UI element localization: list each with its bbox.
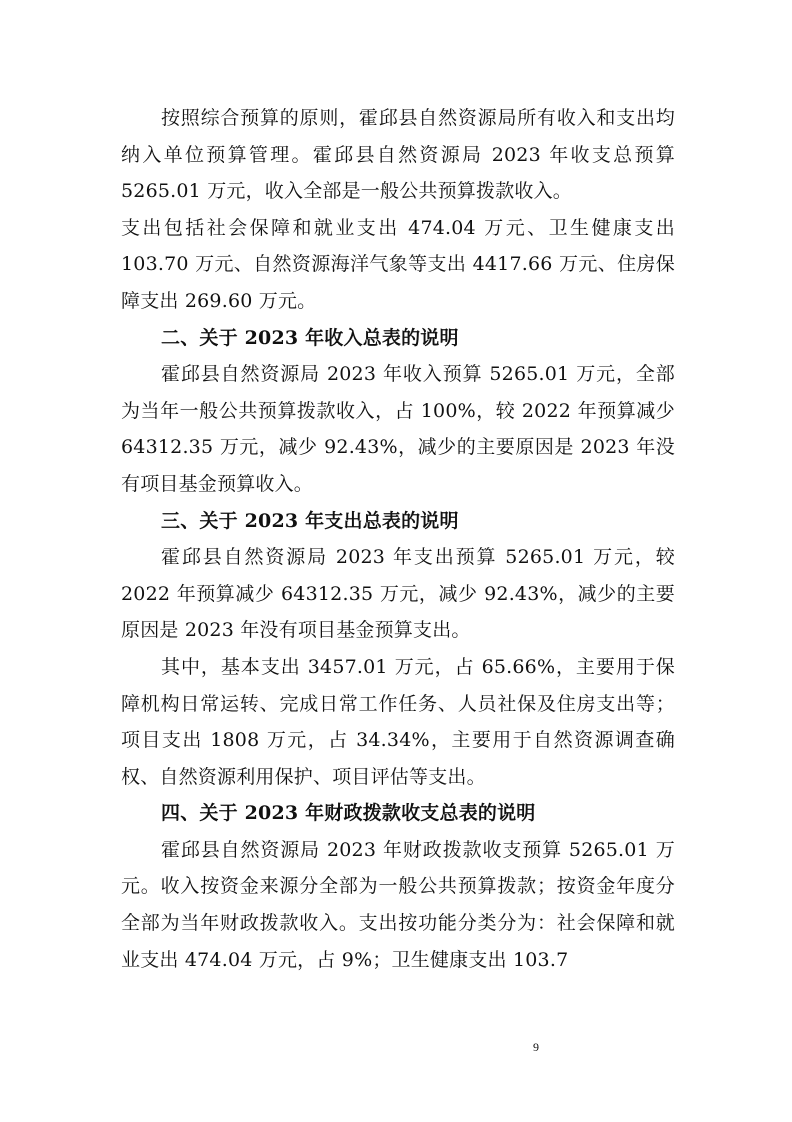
paragraph-basic-project-expenditure: 其中，基本支出 3457.01 万元，占 65.66%，主要用于保障机构日常运转、完成日常工作任务、人员社保及住房支出等；项目支出 1808 万元，占 34.34%，主要用于自然资源调查确权、自然资源利用保护、项目评估等支出。 <box>121 655 675 788</box>
section-heading-expenditure-table: 三、关于 2023 年支出总表的说明 <box>161 509 459 532</box>
paragraph-expenditure-breakdown: 支出包括社会保障和就业支出 474.04 万元、卫生健康支出 103.70 万元、自然资源海洋气象等支出 4417.66 万元、住房保障支出 269.60 万元。 <box>121 216 675 312</box>
paragraph-fiscal-appropriation: 霍邱县自然资源局 2023 年财政拨款收支预算 5265.01 万元。收入按资金来源分全部为一般公共预算拨款；按资金年度分全部为当年财政拨款收入。支出按功能分类分为：社会保障和就业支出 474.04 万元，占 9%；卫生健康支出 103.7 <box>121 838 675 971</box>
paragraph-income-budget: 霍邱县自然资源局 2023 年收入预算 5265.01 万元，全部为当年一般公共预算拨款收入，占 100%，较 2022 年预算减少 64312.35 万元，减少 92.43%，减少的主要原因是 2023 年没有项目基金预算收入。 <box>121 363 675 495</box>
page-number: 9 <box>533 1040 539 1054</box>
paragraph-expenditure-budget: 霍邱县自然资源局 2023 年支出预算 5265.01 万元，较 2022 年预算减少 64312.35 万元，减少 92.43%，减少的主要原因是 2023 年没有项目基金预算支出。 <box>121 546 675 642</box>
document-body <box>121 100 675 978</box>
section-heading-fiscal-appropriation: 四、关于 2023 年财政拨款收支总表的说明 <box>161 802 536 825</box>
paragraph-budget-principle: 按照综合预算的原则，霍邱县自然资源局所有收入和支出均纳入单位预算管理。霍邱县自然资源局 2023 年收支总预算 5265.01 万元，收入全部是一般公共预算拨款收入。 <box>121 107 675 203</box>
section-heading-income-table: 二、关于 2023 年收入总表的说明 <box>161 326 459 349</box>
